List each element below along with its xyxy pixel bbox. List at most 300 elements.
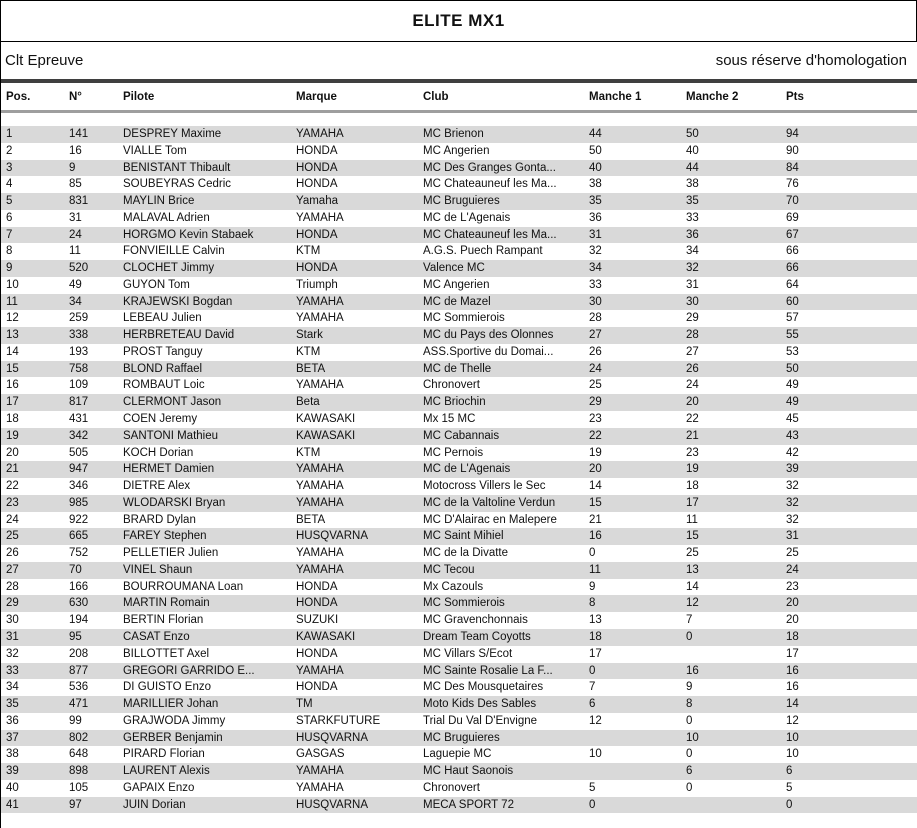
cell-position: 35 <box>6 698 19 711</box>
cell-heat2: 0 <box>686 714 693 727</box>
cell-heat2: 50 <box>686 128 699 140</box>
cell-number: 109 <box>69 379 89 392</box>
table-row <box>1 260 917 277</box>
cell-position: 3 <box>6 161 13 174</box>
cell-heat1: 30 <box>589 295 602 308</box>
cell-pilot: BOURROUMANA Loan <box>123 580 244 593</box>
cell-pilot: LEBEAU Julien <box>123 312 202 325</box>
cell-points: 0 <box>786 798 793 811</box>
cell-heat2: 33 <box>686 211 699 224</box>
cell-brand: Stark <box>296 329 323 342</box>
cell-heat1: 8 <box>589 597 596 610</box>
cell-number: 877 <box>69 664 89 677</box>
cell-pilot: GUYON Tom <box>123 278 190 291</box>
cell-points: 45 <box>786 413 799 426</box>
cell-club: MC Pernois <box>423 446 484 459</box>
cell-points: 32 <box>786 480 799 493</box>
cell-points: 20 <box>786 614 799 627</box>
table-row <box>1 294 917 311</box>
cell-points: 90 <box>786 144 799 157</box>
cell-brand: Triumph <box>296 278 338 291</box>
cell-points: 10 <box>786 731 799 744</box>
column-header: N° <box>69 90 82 103</box>
cell-club: MC Bruguieres <box>423 731 500 744</box>
cell-heat1: 0 <box>589 547 596 560</box>
cell-heat2: 10 <box>686 731 699 744</box>
cell-position: 1 <box>6 128 13 140</box>
cell-pilot: MARTIN Romain <box>123 597 210 610</box>
cell-pilot: DESPREY Maxime <box>123 128 222 140</box>
cell-brand: YAMAHA <box>296 496 344 509</box>
cell-club: MC Des Mousquetaires <box>423 681 544 694</box>
homologation-note: sous réserve d'homologation <box>715 52 907 69</box>
column-header: Pilote <box>123 90 155 103</box>
cell-position: 21 <box>6 463 19 476</box>
cell-heat2: 17 <box>686 496 699 509</box>
cell-brand: YAMAHA <box>296 664 344 677</box>
table-row <box>1 679 917 696</box>
cell-brand: HUSQVARNA <box>296 731 368 744</box>
cell-club: MC Sommierois <box>423 312 505 325</box>
cell-points: 66 <box>786 262 799 275</box>
cell-pilot: CASAT Enzo <box>123 630 190 643</box>
classification-label: Clt Epreuve <box>5 52 84 69</box>
cell-heat2: 8 <box>686 698 693 711</box>
cell-brand: STARKFUTURE <box>296 714 381 727</box>
column-header: Manche 1 <box>589 90 642 103</box>
cell-heat1: 9 <box>589 580 596 593</box>
cell-heat1: 0 <box>589 664 596 677</box>
cell-club: MC Chateauneuf les Ma... <box>423 228 557 241</box>
cell-pilot: SANTONI Mathieu <box>123 429 219 442</box>
column-header: Pos. <box>6 90 31 103</box>
cell-points: 18 <box>786 630 799 643</box>
cell-position: 7 <box>6 228 13 241</box>
cell-position: 4 <box>6 178 13 191</box>
cell-position: 40 <box>6 781 19 794</box>
cell-brand: YAMAHA <box>296 379 344 392</box>
cell-position: 2 <box>6 144 13 157</box>
cell-position: 11 <box>6 295 18 308</box>
cell-heat1: 29 <box>589 396 602 409</box>
cell-heat1: 24 <box>589 362 602 375</box>
cell-heat2: 38 <box>686 178 699 191</box>
table-row <box>1 394 917 411</box>
cell-brand: Yamaha <box>296 195 338 208</box>
cell-position: 19 <box>6 429 19 442</box>
page-title: ELITE MX1 <box>412 11 505 30</box>
cell-points: 57 <box>786 312 799 325</box>
table-row <box>1 663 917 680</box>
cell-points: 5 <box>786 781 793 794</box>
cell-heat2: 44 <box>686 161 699 174</box>
cell-brand: BETA <box>296 513 326 526</box>
cell-heat2: 7 <box>686 614 693 627</box>
cell-club: A.G.S. Puech Rampant <box>423 245 543 258</box>
table-row <box>1 210 917 227</box>
cell-number: 665 <box>69 530 89 543</box>
cell-club: MC Saint Mihiel <box>423 530 504 543</box>
cell-heat2: 35 <box>686 195 699 208</box>
cell-pilot: KRAJEWSKI Bogdan <box>123 295 233 308</box>
cell-points: 14 <box>786 698 799 711</box>
cell-pilot: GERBER Benjamin <box>123 731 223 744</box>
cell-club: MC Des Granges Gonta... <box>423 161 556 174</box>
cell-heat1: 33 <box>589 278 602 291</box>
cell-position: 25 <box>6 530 19 543</box>
cell-number: 99 <box>69 714 82 727</box>
cell-points: 17 <box>786 647 799 660</box>
table-row <box>1 461 917 478</box>
cell-heat2: 0 <box>686 748 693 761</box>
table-row <box>1 730 917 747</box>
cell-heat1: 28 <box>589 312 602 325</box>
table-row <box>1 562 917 579</box>
cell-brand: Beta <box>296 396 320 409</box>
cell-position: 41 <box>6 798 19 811</box>
cell-number: 24 <box>69 228 82 241</box>
cell-points: 10 <box>786 748 799 761</box>
cell-brand: HONDA <box>296 178 338 191</box>
cell-heat1: 18 <box>589 630 602 643</box>
cell-brand: YAMAHA <box>296 781 344 794</box>
cell-heat1: 32 <box>589 245 602 258</box>
cell-position: 9 <box>6 262 13 275</box>
cell-brand: HONDA <box>296 597 338 610</box>
table-row <box>1 277 917 294</box>
cell-position: 27 <box>6 563 19 576</box>
cell-points: 25 <box>786 547 799 560</box>
table-row <box>1 126 917 143</box>
cell-points: 20 <box>786 597 799 610</box>
cell-pilot: PROST Tanguy <box>123 345 203 358</box>
cell-heat2 <box>686 646 786 663</box>
cell-brand: HUSQVARNA <box>296 798 368 811</box>
cell-club: MC de Thelle <box>423 362 492 375</box>
header-divider <box>1 110 917 113</box>
cell-pilot: JUIN Dorian <box>123 798 186 811</box>
cell-heat1: 20 <box>589 463 602 476</box>
table-row <box>1 629 917 646</box>
cell-heat1: 21 <box>589 513 602 526</box>
cell-heat2: 6 <box>686 765 693 778</box>
cell-heat2: 26 <box>686 362 699 375</box>
cell-points: 60 <box>786 295 799 308</box>
cell-heat1: 40 <box>589 161 602 174</box>
table-row <box>1 310 917 327</box>
cell-club: MECA SPORT 72 <box>423 798 514 811</box>
table-row <box>1 143 917 160</box>
cell-club: Motocross Villers le Sec <box>423 480 546 493</box>
cell-heat2: 20 <box>686 396 699 409</box>
table-row <box>1 579 917 596</box>
cell-club: MC Tecou <box>423 563 475 576</box>
cell-points: 50 <box>786 362 799 375</box>
cell-position: 18 <box>6 413 19 426</box>
cell-position: 5 <box>6 195 13 208</box>
cell-heat2: 11 <box>686 513 698 526</box>
cell-points: 69 <box>786 211 799 224</box>
cell-brand: KTM <box>296 446 321 459</box>
cell-position: 30 <box>6 614 19 627</box>
cell-heat1: 26 <box>589 345 602 358</box>
cell-heat2: 21 <box>686 429 699 442</box>
cell-number: 338 <box>69 329 89 342</box>
cell-points: 53 <box>786 345 799 358</box>
cell-number: 630 <box>69 597 89 610</box>
cell-points: 49 <box>786 379 799 392</box>
results-rows <box>1 126 917 813</box>
column-header: Pts <box>786 90 804 103</box>
cell-pilot: PELLETIER Julien <box>123 547 219 560</box>
column-header: Manche 2 <box>686 90 739 103</box>
cell-heat1 <box>589 763 686 780</box>
cell-heat2: 22 <box>686 413 699 426</box>
cell-heat1: 12 <box>589 714 602 727</box>
cell-points: 12 <box>786 714 799 727</box>
cell-brand: HONDA <box>296 647 338 660</box>
cell-club: Trial Du Val D'Envigne <box>423 714 538 727</box>
cell-position: 32 <box>6 647 19 660</box>
table-row <box>1 763 917 780</box>
cell-brand: KAWASAKI <box>296 429 356 442</box>
cell-number: 758 <box>69 362 89 375</box>
cell-position: 13 <box>6 329 19 342</box>
table-row <box>1 646 917 663</box>
cell-pilot: BERTIN Florian <box>123 614 204 627</box>
cell-club: MC Gravenchonnais <box>423 614 528 627</box>
cell-heat1: 16 <box>589 530 602 543</box>
cell-pilot: HERMET Damien <box>123 463 215 476</box>
cell-heat1: 36 <box>589 211 602 224</box>
cell-club: ASS.Sportive du Domai... <box>423 345 554 358</box>
cell-pilot: MARILLIER Johan <box>123 698 219 711</box>
cell-position: 22 <box>6 480 19 493</box>
cell-pilot: BILLOTTET Axel <box>123 647 210 660</box>
cell-club: MC Haut Saonois <box>423 765 514 778</box>
cell-brand: YAMAHA <box>296 128 344 140</box>
table-row <box>1 160 917 177</box>
cell-number: 70 <box>69 563 82 576</box>
cell-heat2: 16 <box>686 664 699 677</box>
cell-number: 9 <box>69 161 76 174</box>
table-row <box>1 428 917 445</box>
cell-number: 208 <box>69 647 89 660</box>
cell-pilot: ROMBAUT Loic <box>123 379 205 392</box>
cell-pilot: CLOCHET Jimmy <box>123 262 215 275</box>
cell-pilot: BRARD Dylan <box>123 513 196 526</box>
table-row <box>1 512 917 529</box>
cell-brand: HUSQVARNA <box>296 530 368 543</box>
cell-number: 105 <box>69 781 89 794</box>
cell-pilot: PIRARD Florian <box>123 748 205 761</box>
cell-pilot: MALAVAL Adrien <box>123 211 210 224</box>
cell-position: 6 <box>6 211 13 224</box>
cell-club: MC du Pays des Olonnes <box>423 329 554 342</box>
cell-heat2: 29 <box>686 312 699 325</box>
cell-club: MC Sainte Rosalie La F... <box>423 664 553 677</box>
cell-number: 193 <box>69 345 89 358</box>
cell-points: 42 <box>786 446 799 459</box>
column-header-row <box>1 83 917 110</box>
cell-heat2: 13 <box>686 563 699 576</box>
table-row <box>1 361 917 378</box>
cell-club: MC Angerien <box>423 144 490 157</box>
cell-heat2: 12 <box>686 597 699 610</box>
cell-points: 76 <box>786 178 799 191</box>
cell-position: 31 <box>6 630 19 643</box>
cell-number: 985 <box>69 496 89 509</box>
cell-points: 24 <box>786 563 799 576</box>
cell-club: MC D'Alairac en Malepere <box>423 513 557 526</box>
table-row <box>1 327 917 344</box>
cell-heat2: 36 <box>686 228 699 241</box>
cell-heat2: 28 <box>686 329 699 342</box>
cell-points: 16 <box>786 664 799 677</box>
table-row <box>1 780 917 797</box>
cell-position: 24 <box>6 513 19 526</box>
cell-number: 31 <box>69 211 82 224</box>
cell-position: 38 <box>6 748 19 761</box>
cell-points: 84 <box>786 161 799 174</box>
cell-heat1: 31 <box>589 228 602 241</box>
cell-heat1: 35 <box>589 195 602 208</box>
cell-number: 831 <box>69 195 89 208</box>
cell-club: MC de L'Agenais <box>423 463 511 476</box>
cell-heat2: 19 <box>686 463 699 476</box>
cell-heat2: 18 <box>686 480 699 493</box>
cell-club: MC Sommierois <box>423 597 505 610</box>
cell-brand: BETA <box>296 362 326 375</box>
cell-pilot: FAREY Stephen <box>123 530 207 543</box>
cell-club: MC Chateauneuf les Ma... <box>423 178 557 191</box>
cell-heat2 <box>686 797 786 814</box>
cell-brand: YAMAHA <box>296 211 344 224</box>
cell-points: 32 <box>786 496 799 509</box>
cell-heat1: 14 <box>589 480 602 493</box>
cell-club: MC de la Divatte <box>423 547 509 560</box>
cell-number: 505 <box>69 446 89 459</box>
cell-pilot: GREGORI GARRIDO E... <box>123 664 255 677</box>
table-row <box>1 445 917 462</box>
cell-number: 802 <box>69 731 89 744</box>
cell-heat2: 34 <box>686 245 699 258</box>
cell-points: 64 <box>786 278 799 291</box>
cell-club: Chronovert <box>423 781 480 794</box>
cell-number: 947 <box>69 463 89 476</box>
cell-pilot: FONVIEILLE Calvin <box>123 245 225 258</box>
cell-club: Moto Kids Des Sables <box>423 698 537 711</box>
cell-number: 141 <box>69 128 89 140</box>
cell-number: 95 <box>69 630 82 643</box>
cell-heat2: 30 <box>686 295 699 308</box>
column-header: Marque <box>296 90 337 103</box>
cell-points: 31 <box>786 530 799 543</box>
subheader-row <box>1 42 917 79</box>
cell-club: Mx 15 MC <box>423 413 476 426</box>
cell-heat1: 22 <box>589 429 602 442</box>
cell-pilot: HORGMO Kevin Stabaek <box>123 228 254 241</box>
cell-brand: HONDA <box>296 144 338 157</box>
title-box <box>1 0 917 42</box>
cell-brand: SUZUKI <box>296 614 339 627</box>
column-header: Club <box>423 90 449 103</box>
table-row <box>1 713 917 730</box>
cell-heat1: 13 <box>589 614 602 627</box>
table-row <box>1 176 917 193</box>
table-row <box>1 377 917 394</box>
cell-brand: YAMAHA <box>296 463 344 476</box>
cell-pilot: GRAJWODA Jimmy <box>123 714 226 727</box>
table-row <box>1 612 917 629</box>
cell-heat2: 0 <box>686 630 693 643</box>
cell-number: 817 <box>69 396 89 409</box>
cell-points: 49 <box>786 396 799 409</box>
cell-number: 194 <box>69 614 89 627</box>
table-row <box>1 746 917 763</box>
cell-position: 26 <box>6 547 19 560</box>
cell-heat1: 34 <box>589 262 602 275</box>
cell-number: 342 <box>69 429 89 442</box>
cell-position: 20 <box>6 446 19 459</box>
cell-points: 67 <box>786 228 799 241</box>
cell-position: 16 <box>6 379 19 392</box>
cell-number: 85 <box>69 178 82 191</box>
cell-pilot: HERBRETEAU David <box>123 329 235 342</box>
cell-position: 14 <box>6 345 19 358</box>
cell-number: 259 <box>69 312 89 325</box>
cell-brand: YAMAHA <box>296 563 344 576</box>
cell-brand: KTM <box>296 345 321 358</box>
cell-heat1: 27 <box>589 329 602 342</box>
cell-pilot: WLODARSKI Bryan <box>123 496 226 509</box>
cell-pilot: GAPAIX Enzo <box>123 781 195 794</box>
cell-number: 520 <box>69 262 89 275</box>
cell-pilot: BLOND Raffael <box>123 362 203 375</box>
cell-number: 16 <box>69 144 82 157</box>
cell-heat1: 15 <box>589 496 602 509</box>
cell-heat1: 11 <box>589 563 601 576</box>
table-row <box>1 478 917 495</box>
cell-number: 11 <box>69 245 81 258</box>
cell-heat1: 44 <box>589 128 602 140</box>
table-row <box>1 411 917 428</box>
cell-points: 39 <box>786 463 799 476</box>
cell-heat2: 0 <box>686 781 693 794</box>
cell-heat1: 7 <box>589 681 596 694</box>
cell-pilot: COEN Jeremy <box>123 413 198 426</box>
cell-brand: KTM <box>296 245 321 258</box>
cell-number: 34 <box>69 295 82 308</box>
cell-club: MC Cabannais <box>423 429 500 442</box>
cell-position: 10 <box>6 278 19 291</box>
table-row <box>1 696 917 713</box>
cell-position: 8 <box>6 245 13 258</box>
cell-pilot: VIALLE Tom <box>123 144 187 157</box>
cell-brand: YAMAHA <box>296 312 344 325</box>
cell-heat1: 10 <box>589 748 602 761</box>
cell-heat2: 25 <box>686 547 699 560</box>
cell-brand: GASGAS <box>296 748 345 761</box>
cell-number: 536 <box>69 681 89 694</box>
cell-brand: YAMAHA <box>296 765 344 778</box>
cell-club: Dream Team Coyotts <box>423 630 531 643</box>
cell-brand: YAMAHA <box>296 295 344 308</box>
cell-pilot: SOUBEYRAS Cedric <box>123 178 232 191</box>
cell-number: 166 <box>69 580 89 593</box>
cell-number: 431 <box>69 413 89 426</box>
cell-position: 33 <box>6 664 19 677</box>
